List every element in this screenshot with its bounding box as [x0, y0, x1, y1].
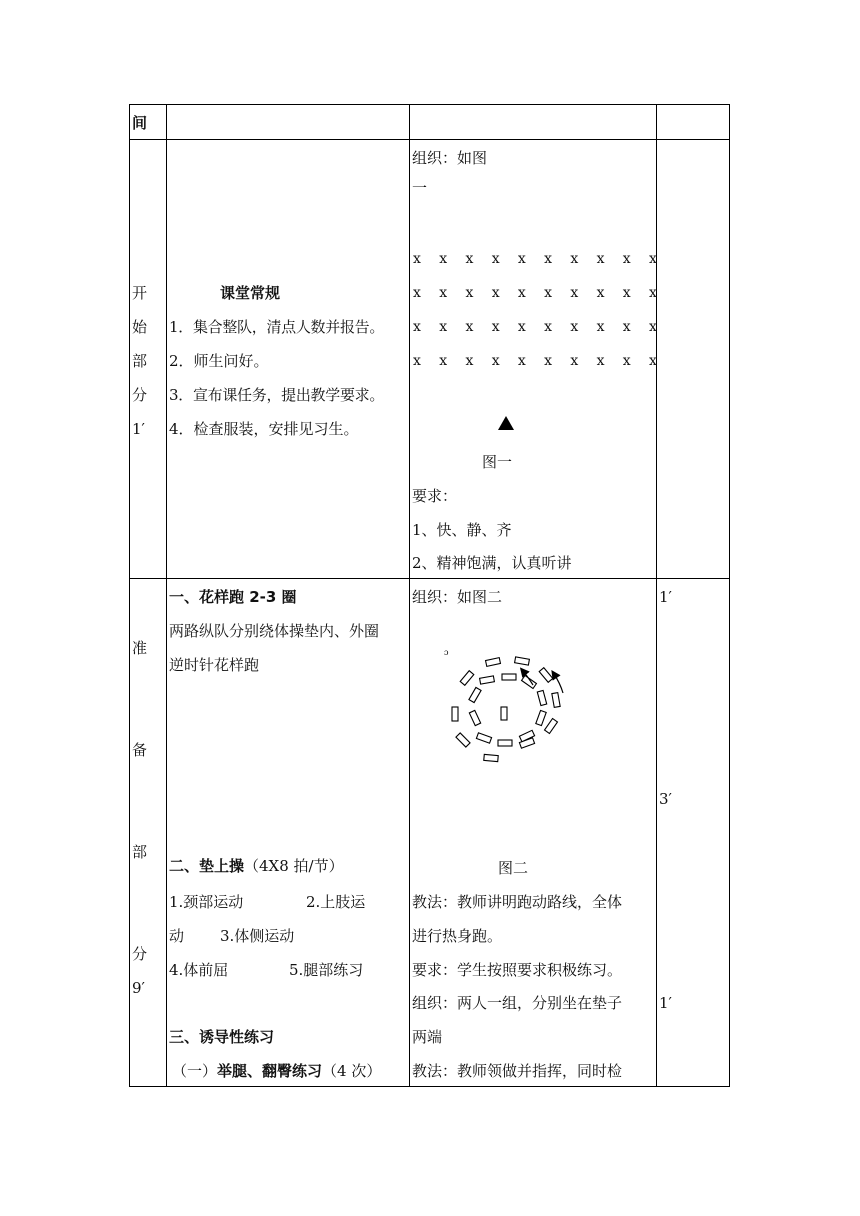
prep-side-char-2: 备 [132, 741, 148, 759]
prep-sec3-sub [172, 1061, 381, 1081]
start-org-label: 组织：如图 [412, 149, 488, 167]
formation-row-4 [412, 351, 658, 371]
start-item-1: 1．集合整队，清点人数并报告。 [169, 318, 385, 336]
student-mark: x [570, 353, 579, 369]
prep-fig-caption: 图二 [498, 859, 529, 877]
table-top-border [129, 104, 730, 105]
student-mark: x [465, 285, 474, 301]
student-mark: x [491, 319, 500, 335]
prep-side-char-3: 部 [132, 843, 148, 861]
prep-sec3-sub-prefix: （一） [172, 1062, 218, 1080]
student-mark: x [544, 251, 553, 267]
start-side-char-1: 开 [132, 284, 148, 302]
prep-sec2-item-5: 5.腿部练习 [289, 961, 364, 979]
student-mark: x [465, 251, 474, 267]
prep-sec2-title-note: （4X8 拍/节） [244, 857, 344, 875]
start-req-item-2: 2、精神饱满，认真听讲 [412, 554, 572, 572]
prep-side-char-1: 准 [132, 639, 148, 657]
student-mark: x [544, 353, 553, 369]
student-mark: x [544, 285, 553, 301]
prep-sec3-title: 三、诱导性练习 [169, 1028, 275, 1046]
student-mark: x [544, 319, 553, 335]
student-mark: x [413, 251, 421, 267]
prep-sec2-item-3: 3.体侧运动 [220, 927, 295, 945]
start-side-char-3: 部 [132, 352, 148, 370]
start-side-char-5: 1′ [132, 420, 145, 438]
student-mark: x [439, 251, 448, 267]
prep-sec2-item-2-cont: 动 [169, 927, 185, 945]
formation-row-2 [412, 283, 658, 303]
student-mark: x [413, 285, 421, 301]
student-mark: x [622, 251, 631, 267]
prep-sec1-title: 一、花样跑 2-3 圈 [169, 588, 297, 606]
teacher-triangle-icon [498, 416, 514, 430]
student-mark: x [413, 353, 421, 369]
row-divider-2 [129, 578, 730, 579]
svg-text:ɔ: ɔ [444, 648, 449, 657]
prep-sec3-sub-note: （4 次） [322, 1062, 382, 1080]
prep-sec2-item-4: 4.体前屈 [169, 961, 229, 979]
student-mark: x [439, 353, 448, 369]
prep-sec1-line-1: 两路纵队分别绕体操垫内、外圈 [169, 622, 380, 640]
start-fig-caption: 图一 [482, 453, 513, 471]
col-divider-4 [729, 104, 730, 1087]
start-title: 课堂常规 [220, 284, 281, 302]
prep-sec1-line-2: 逆时针花样跑 [169, 656, 260, 674]
start-side-char-4: 分 [132, 386, 148, 404]
header-time-cell: 间 [132, 114, 148, 132]
prep-method-line-2: 进行热身跑。 [412, 927, 503, 945]
student-mark: x [622, 319, 631, 335]
student-mark: x [439, 319, 448, 335]
prep-method2-line: 教法：教师领做并指挥，同时检 [412, 1062, 623, 1080]
student-mark: x [596, 251, 605, 267]
student-mark: x [570, 285, 579, 301]
student-mark: x [596, 319, 605, 335]
prep-time-2: 3′ [659, 790, 672, 808]
prep-sec2-item-1: 1.颈部运动 [169, 893, 244, 911]
student-mark: x [439, 285, 448, 301]
col-divider-0 [129, 104, 130, 1087]
student-mark: x [517, 285, 526, 301]
start-item-3: 3．宣布课任务，提出教学要求。 [169, 386, 385, 404]
prep-sec2-item-2: 2.上肢运 [306, 893, 366, 911]
prep-req-line: 要求：学生按照要求积极练习。 [412, 961, 623, 979]
running-route-diagram [440, 645, 580, 770]
prep-org2-line-1: 组织：两人一组，分别坐在垫子 [412, 994, 623, 1012]
prep-sec2-title: 二、垫上操 [169, 857, 245, 875]
formation-row-3 [412, 317, 658, 337]
student-mark: x [649, 285, 657, 301]
table-bottom-border [129, 1086, 730, 1087]
col-divider-1 [166, 104, 167, 1087]
prep-side-char-4: 分 [132, 945, 148, 963]
student-mark: x [413, 319, 421, 335]
student-mark: x [491, 285, 500, 301]
start-side-char-2: 始 [132, 318, 148, 336]
prep-sec2-heading [169, 856, 344, 876]
student-mark: x [649, 319, 657, 335]
prep-time-1: 1′ [659, 588, 672, 606]
start-item-2: 2．师生问好。 [169, 352, 269, 370]
col-divider-2 [409, 104, 410, 1087]
student-mark: x [517, 319, 526, 335]
student-mark: x [596, 285, 605, 301]
prep-side-char-5: 9′ [132, 979, 145, 997]
student-mark: x [622, 353, 631, 369]
student-mark: x [517, 251, 526, 267]
start-item-4: 4．检查服装，安排见习生。 [169, 420, 359, 438]
prep-org2-line-2: 两端 [412, 1028, 443, 1046]
row-divider-1 [129, 139, 730, 140]
student-mark: x [649, 353, 657, 369]
prep-time-3: 1′ [659, 994, 672, 1012]
student-mark: x [570, 319, 579, 335]
student-mark: x [570, 251, 579, 267]
prep-method-line-1: 教法：教师讲明跑动路线，全体 [412, 893, 623, 911]
student-mark: x [649, 251, 657, 267]
start-req-item-1: 1、快、静、齐 [412, 521, 512, 539]
student-mark: x [491, 353, 500, 369]
prep-org-label: 组织：如图二 [412, 588, 503, 606]
student-mark: x [465, 353, 474, 369]
student-mark: x [517, 353, 526, 369]
student-mark: x [491, 251, 500, 267]
student-mark: x [465, 319, 474, 335]
start-req-label: 要求： [412, 487, 458, 505]
start-org-label-cont: 一 [412, 179, 428, 197]
student-mark: x [596, 353, 605, 369]
prep-sec3-sub-title: 举腿、翻臀练习 [217, 1062, 323, 1080]
student-mark: x [622, 285, 631, 301]
formation-row-1 [412, 249, 658, 269]
